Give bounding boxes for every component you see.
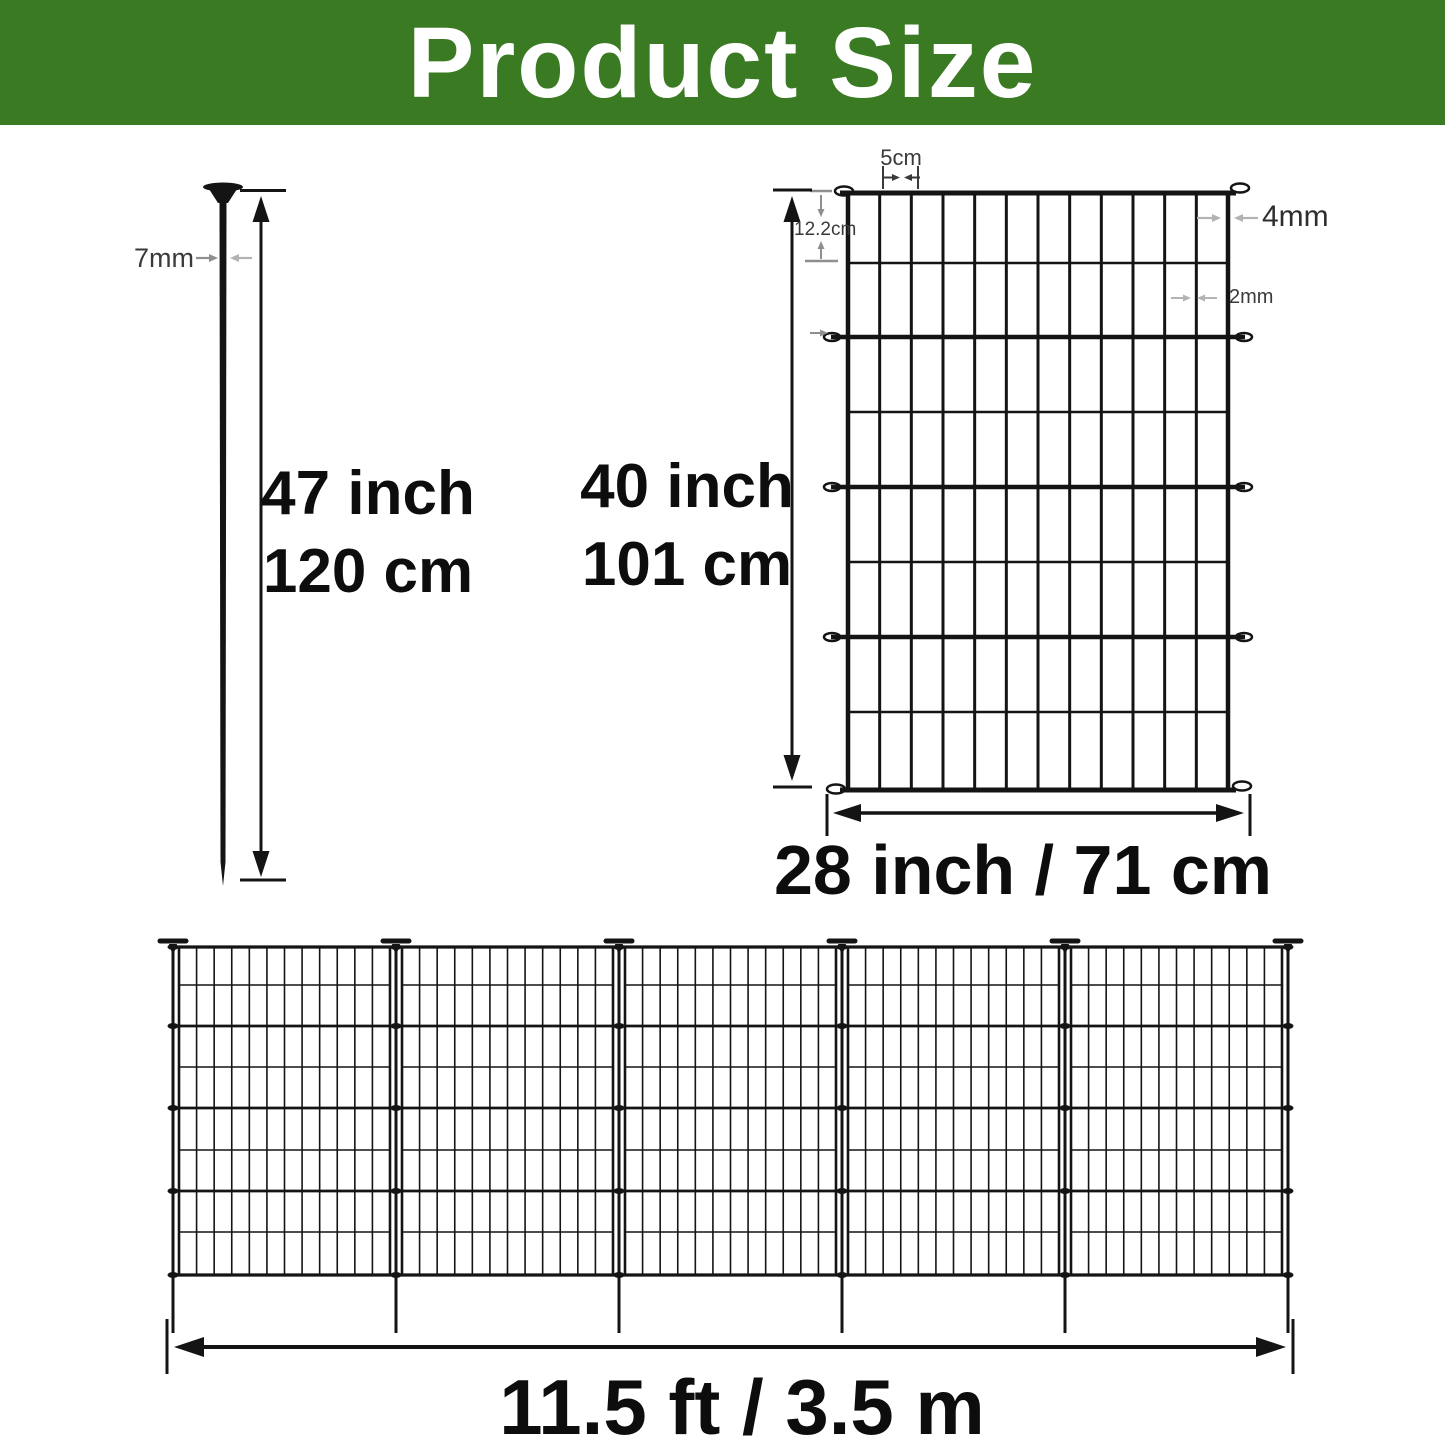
panel-height-label [580,448,794,604]
mesh-wire-annotation [1171,295,1217,302]
page-title: Product Size [407,6,1038,119]
mesh-wire-thickness-label: 2mm [1229,286,1274,308]
panel-width-label: 28 inch / 71 cm [773,831,1273,909]
top-row-gap-label: 12.2cm [794,219,857,240]
stake-height-cm: 120 cm [262,537,474,607]
stake-height-label [261,455,475,611]
stake-diagram [203,183,243,887]
top-gap-annotation [805,191,838,337]
total-length-label: 11.5 ft / 3.5 m [499,1363,985,1442]
fence-row-diagram [160,941,1301,1333]
frame-wire-thickness-label: 4mm [1262,200,1329,233]
wire-spacing-label: 5cm [880,145,922,170]
panel-height-inches: 40 inch [580,452,794,521]
stake-height-inches: 47 inch [261,459,475,528]
panel-height-cm: 101 cm [581,530,793,600]
panel-diagram [824,184,1252,794]
stake-diameter-label: 7mm [134,243,194,273]
